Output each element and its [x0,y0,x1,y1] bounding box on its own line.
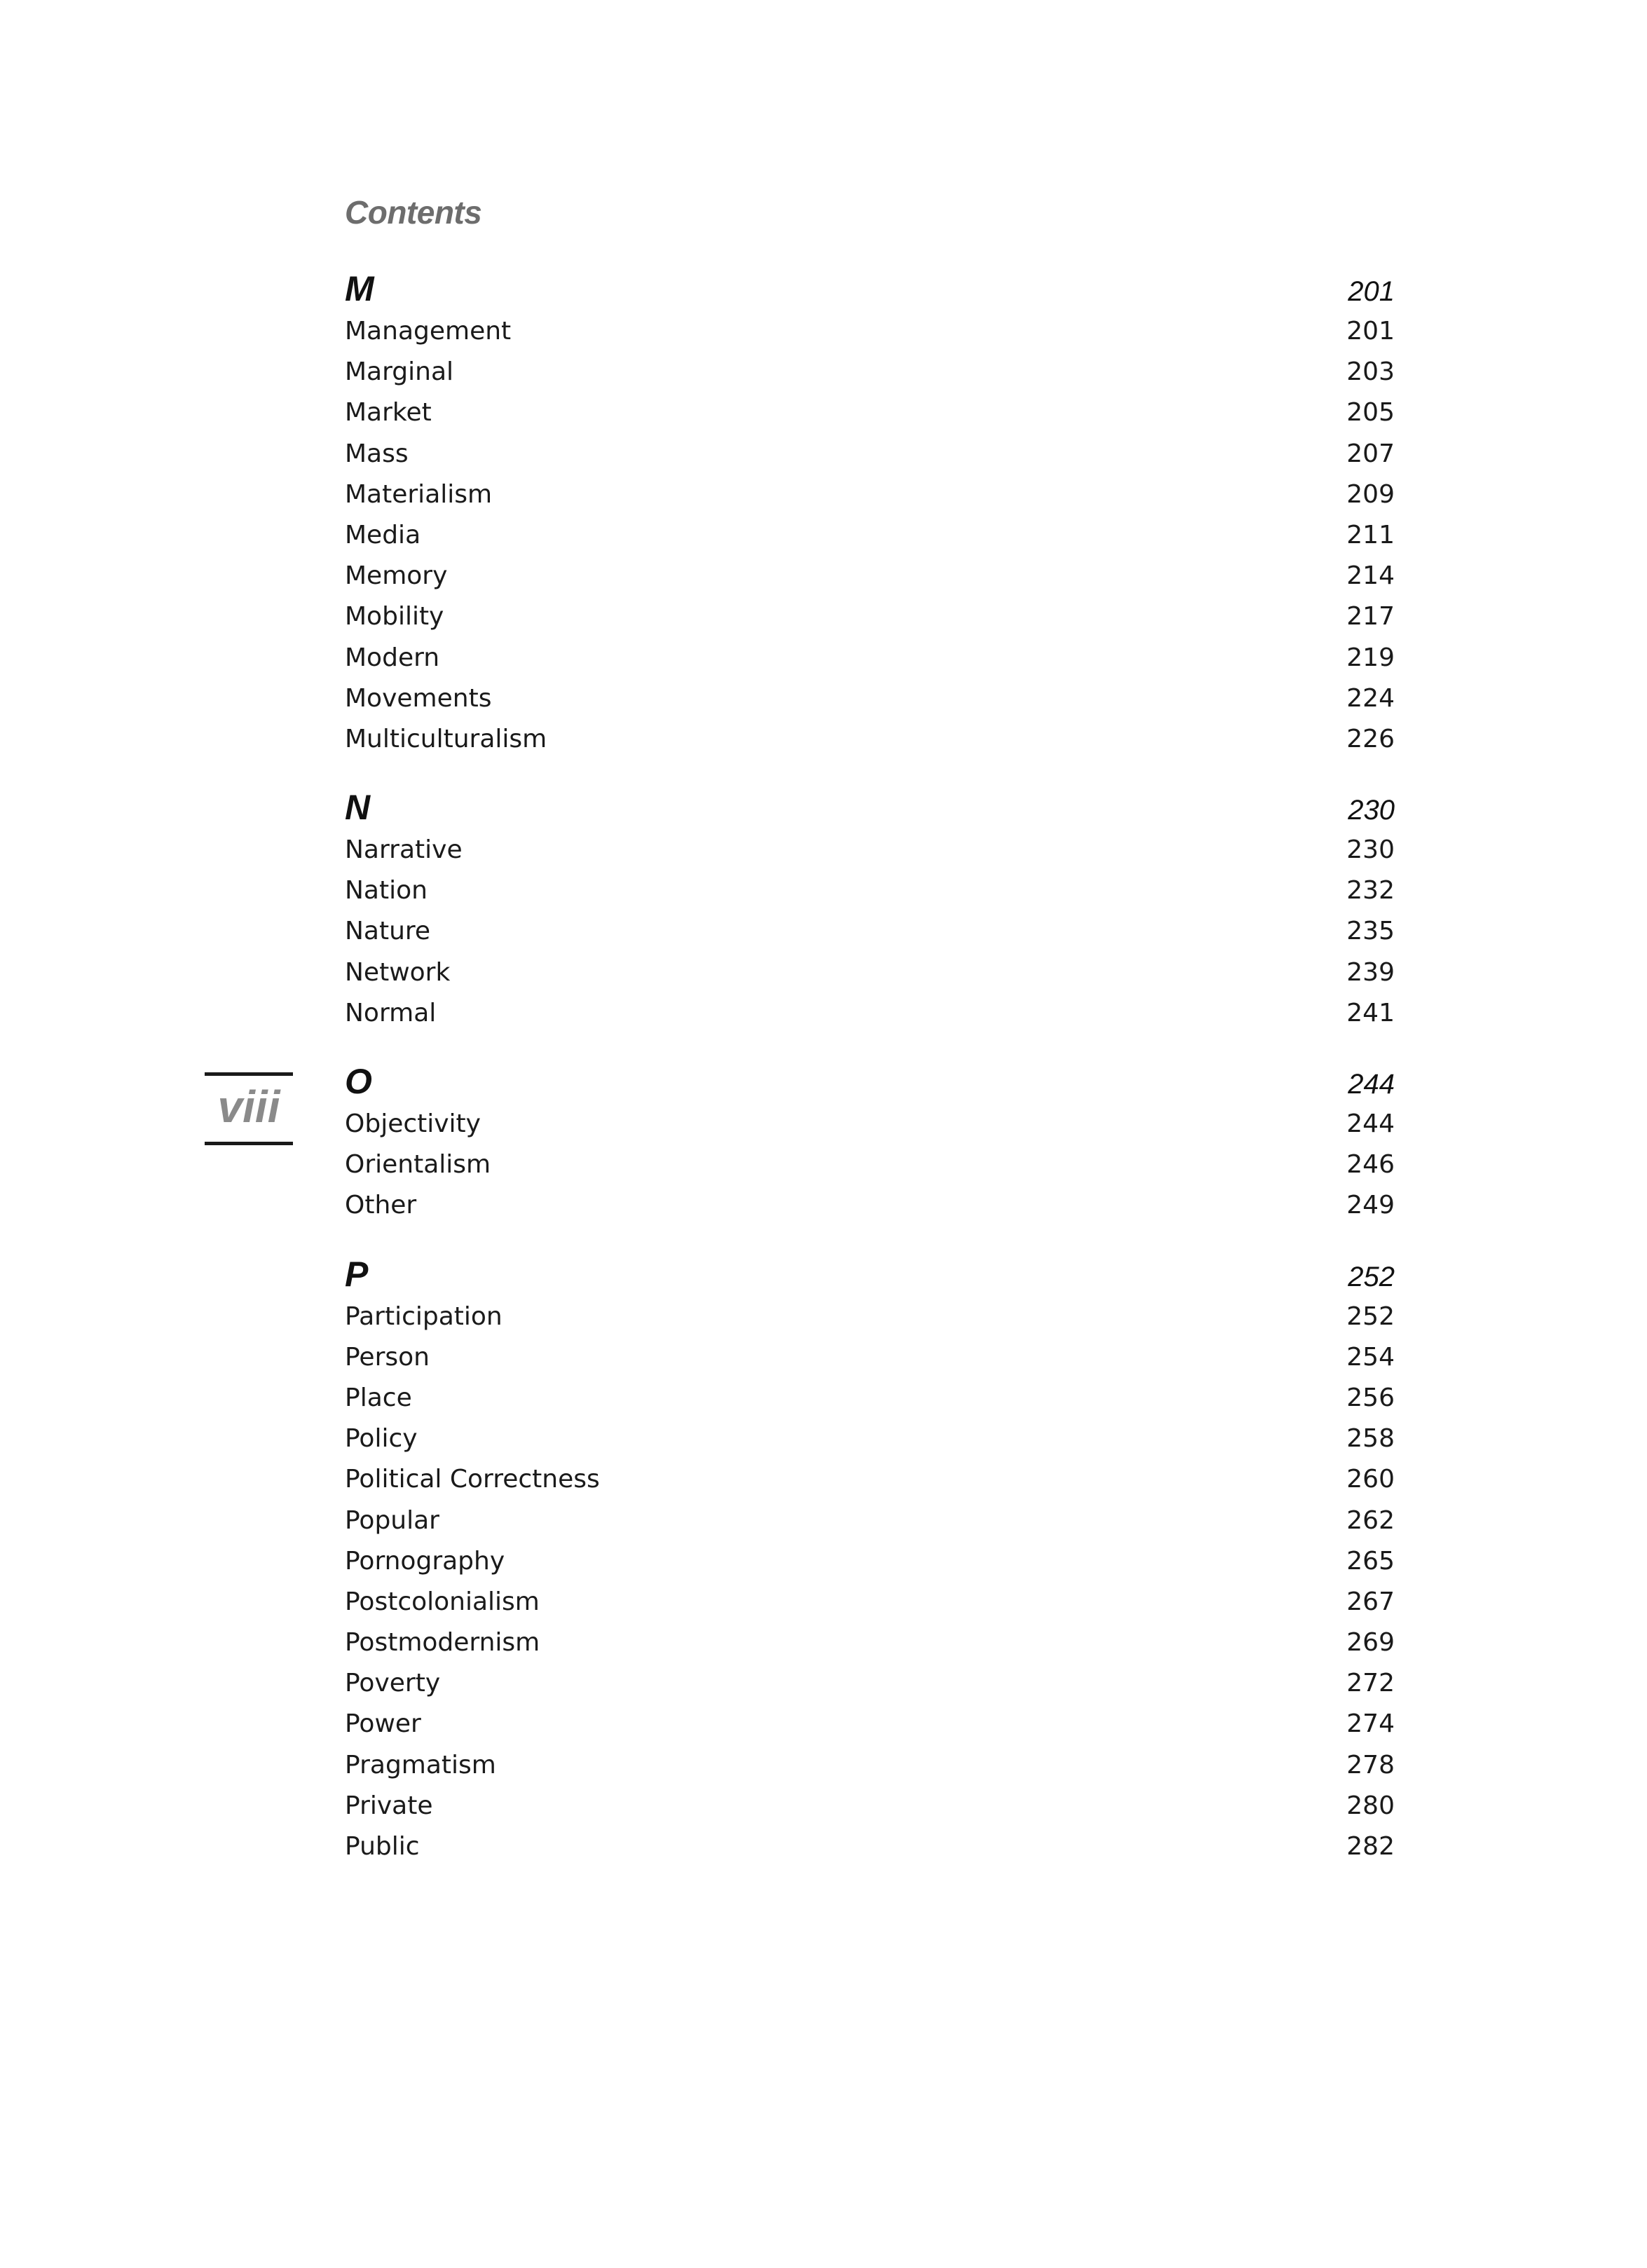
entry-page-number: 224 [1346,683,1395,713]
entry-page-number: 219 [1346,643,1395,672]
toc-entry [345,993,1395,1034]
entry-page-number: 249 [1346,1191,1395,1220]
entry-page-number: 256 [1346,1383,1395,1412]
entry-title: Mass [345,439,409,468]
entry-page-number: 282 [1346,1832,1395,1861]
entry-title: Person [345,1342,430,1372]
toc-entry [345,1623,1395,1663]
toc-entry [345,1419,1395,1459]
toc-entry [345,392,1395,433]
toc-entry [345,311,1395,352]
section-heading [345,1059,1395,1104]
entry-page-number: 260 [1346,1465,1395,1494]
entry-page-number: 209 [1346,479,1395,509]
toc-entry [345,1663,1395,1704]
toc-section-p [345,1252,1395,1868]
toc-entry [345,719,1395,760]
entry-page-number: 217 [1346,602,1395,631]
entry-title: Management [345,317,512,346]
toc-entry [345,1826,1395,1867]
folio-rule-bottom [205,1142,293,1145]
entry-title: Other [345,1191,417,1220]
entry-page-number: 239 [1346,957,1395,987]
entry-title: Multiculturalism [345,724,547,753]
entry-page-number: 258 [1346,1424,1395,1454]
entry-page-number: 205 [1346,398,1395,428]
entry-title: Private [345,1791,433,1820]
entry-page-number: 246 [1346,1150,1395,1180]
toc-entry [345,1582,1395,1623]
running-head: Contents [345,194,482,231]
entry-title: Popular [345,1505,439,1535]
folio-number: viii [217,1081,280,1132]
entry-title: Materialism [345,479,493,509]
toc-entry [345,556,1395,596]
entry-title: Movements [345,683,492,713]
entry-title: Objectivity [345,1109,481,1138]
entry-title: Modern [345,643,440,672]
entry-page-number: 207 [1346,439,1395,468]
entry-title: Normal [345,998,437,1027]
toc-entry [345,911,1395,952]
entry-page-number: 211 [1346,520,1395,549]
toc-entry [345,1145,1395,1185]
entry-page-number: 230 [1346,835,1395,865]
entry-page-number: 254 [1346,1342,1395,1372]
section-page-number: 252 [1348,1261,1395,1292]
entry-page-number: 226 [1346,724,1395,753]
section-letter: N [345,788,371,828]
entry-page-number: 201 [1346,317,1395,346]
section-letter: P [345,1254,369,1294]
entry-page-number: 232 [1346,876,1395,906]
page-folio [205,1072,293,1145]
toc-entry [345,1378,1395,1419]
entry-title: Marginal [345,357,454,387]
toc-section-o [345,1059,1395,1227]
toc-section-m [345,266,1395,760]
toc-entry [345,1459,1395,1500]
toc-entry [345,1337,1395,1378]
section-heading [345,785,1395,830]
toc-entry [345,1185,1395,1226]
entry-page-number: 262 [1346,1505,1395,1535]
entry-page-number: 272 [1346,1669,1395,1698]
toc-entry [345,1786,1395,1826]
entry-page-number: 252 [1346,1302,1395,1331]
section-page-number: 230 [1348,795,1395,826]
entry-title: Mobility [345,602,444,631]
entry-title: Public [345,1832,420,1861]
entry-page-number: 280 [1346,1791,1395,1820]
toc-entry [345,1501,1395,1541]
toc-entry [345,1745,1395,1786]
table-of-contents [345,266,1395,1892]
toc-entry [345,678,1395,719]
entry-title: Participation [345,1302,503,1331]
toc-entry [345,952,1395,993]
toc-entry [345,1704,1395,1744]
entry-page-number: 235 [1346,917,1395,946]
entry-title: Network [345,957,451,987]
toc-entry [345,1297,1395,1337]
toc-entry [345,1541,1395,1582]
toc-entry [345,830,1395,870]
toc-entry [345,596,1395,637]
folio-rule-top [205,1072,293,1076]
toc-entry [345,515,1395,556]
section-page-number: 244 [1348,1069,1395,1100]
section-heading [345,1252,1395,1297]
entry-title: Media [345,520,421,549]
entry-title: Pornography [345,1546,505,1576]
entry-page-number: 265 [1346,1546,1395,1576]
entry-page-number: 267 [1346,1587,1395,1616]
toc-entry [345,870,1395,911]
entry-title: Political Correctness [345,1465,600,1494]
entry-title: Poverty [345,1669,441,1698]
section-heading [345,266,1395,311]
entry-title: Narrative [345,835,463,865]
entry-title: Pragmatism [345,1750,496,1779]
entry-page-number: 241 [1346,998,1395,1027]
entry-title: Nation [345,876,428,906]
entry-page-number: 203 [1346,357,1395,387]
toc-entry [345,474,1395,515]
toc-entry [345,434,1395,474]
entry-title: Postcolonialism [345,1587,540,1616]
entry-title: Place [345,1383,412,1412]
toc-entry [345,638,1395,678]
toc-section-n [345,785,1395,1034]
toc-entry [345,352,1395,392]
entry-title: Policy [345,1424,418,1454]
entry-title: Market [345,398,432,428]
toc-entry [345,1104,1395,1145]
section-letter: M [345,269,374,308]
section-page-number: 201 [1348,276,1395,307]
entry-title: Memory [345,561,448,591]
entry-title: Postmodernism [345,1628,540,1658]
entry-title: Nature [345,917,431,946]
entry-page-number: 244 [1346,1109,1395,1138]
entry-page-number: 274 [1346,1709,1395,1739]
entry-page-number: 278 [1346,1750,1395,1779]
entry-page-number: 269 [1346,1628,1395,1658]
entry-title: Orientalism [345,1150,491,1180]
section-letter: O [345,1062,372,1101]
entry-title: Power [345,1709,421,1739]
entry-page-number: 214 [1346,561,1395,591]
